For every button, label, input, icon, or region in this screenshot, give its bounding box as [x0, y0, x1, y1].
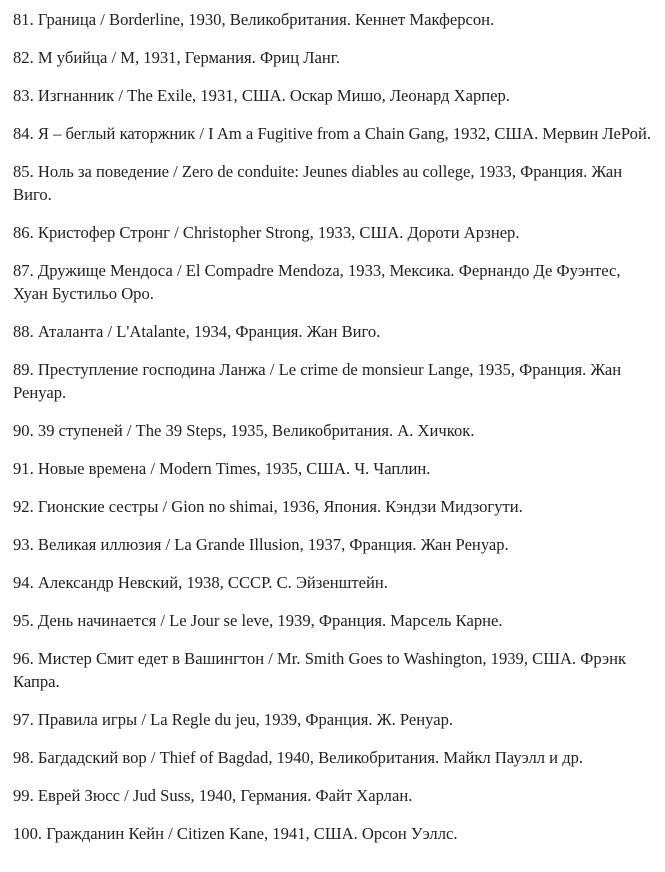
list-item: 91. Новые времена / Modern Times, 1935, США. Ч. Чаплин.: [13, 459, 431, 478]
list-item: 85. Ноль за поведение / Zero de conduite: Jeunes diables au college, 1933, Франция. Жан Виго.: [13, 162, 623, 204]
list-item: 86. Кристофер Стронг / Christopher Strong, 1933, США. Дороти Арзнер.: [13, 223, 520, 242]
list-item: 84. Я – беглый каторжник / I Am a Fugitive from a Chain Gang, 1932, США. Мервин ЛеРой.: [13, 124, 652, 143]
list-item: 82. М убийца / М, 1931, Германия. Фриц Ланг.: [13, 48, 340, 67]
list-item: 88. Аталанта / L'Atalante, 1934, Франция. Жан Виго.: [13, 322, 381, 341]
list-item: 93. Великая иллюзия / La Grande Illusion, 1937, Франция. Жан Ренуар.: [13, 535, 509, 554]
list-item: 95. День начинается / Le Jour se leve, 1939, Франция. Марсель Карне.: [13, 611, 503, 630]
list-item: 99. Еврей Зюсс / Jud Suss, 1940, Германия. Файт Харлан.: [13, 786, 413, 805]
list-item: 81. Граница / Borderline, 1930, Великобритания. Кеннет Макферсон.: [13, 10, 495, 29]
list-item: 94. Александр Невский, 1938, СССР. С. Эйзенштейн.: [13, 573, 388, 592]
list-item: 87. Дружище Мендоса / El Compadre Mendoza, 1933, Мексика. Фернандо Де Фуэнтес, Хуан Бустильо Оро.: [13, 261, 621, 303]
list-item: 96. Мистер Смит едет в Вашингтон / Mr. Smith Goes to Washington, 1939, США. Фрэнк Капра.: [13, 649, 627, 691]
list-item: 100. Гражданин Кейн / Citizen Kane, 1941, США. Орсон Уэллс.: [13, 824, 458, 843]
list-item: 98. Багдадский вор / Thief of Bagdad, 1940, Великобритания. Майкл Пауэлл и др.: [13, 748, 584, 767]
list-item: 90. 39 ступеней / The 39 Steps, 1935, Великобритания. А. Хичкок.: [13, 421, 475, 440]
film-list: [13, 8, 658, 860]
list-item: 92. Гионские сестры / Gion no shimai, 1936, Япония. Кэндзи Мидзогути.: [13, 497, 523, 516]
list-item: 83. Изгнанник / The Exile, 1931, США. Оскар Мишо, Леонард Харпер.: [13, 86, 510, 105]
list-item: 89. Преступление господина Ланжа / Le crime de monsieur Lange, 1935, Франция. Жан Ренуар.: [13, 360, 622, 402]
list-item: 97. Правила игры / La Regle du jeu, 1939, Франция. Ж. Ренуар.: [13, 710, 454, 729]
